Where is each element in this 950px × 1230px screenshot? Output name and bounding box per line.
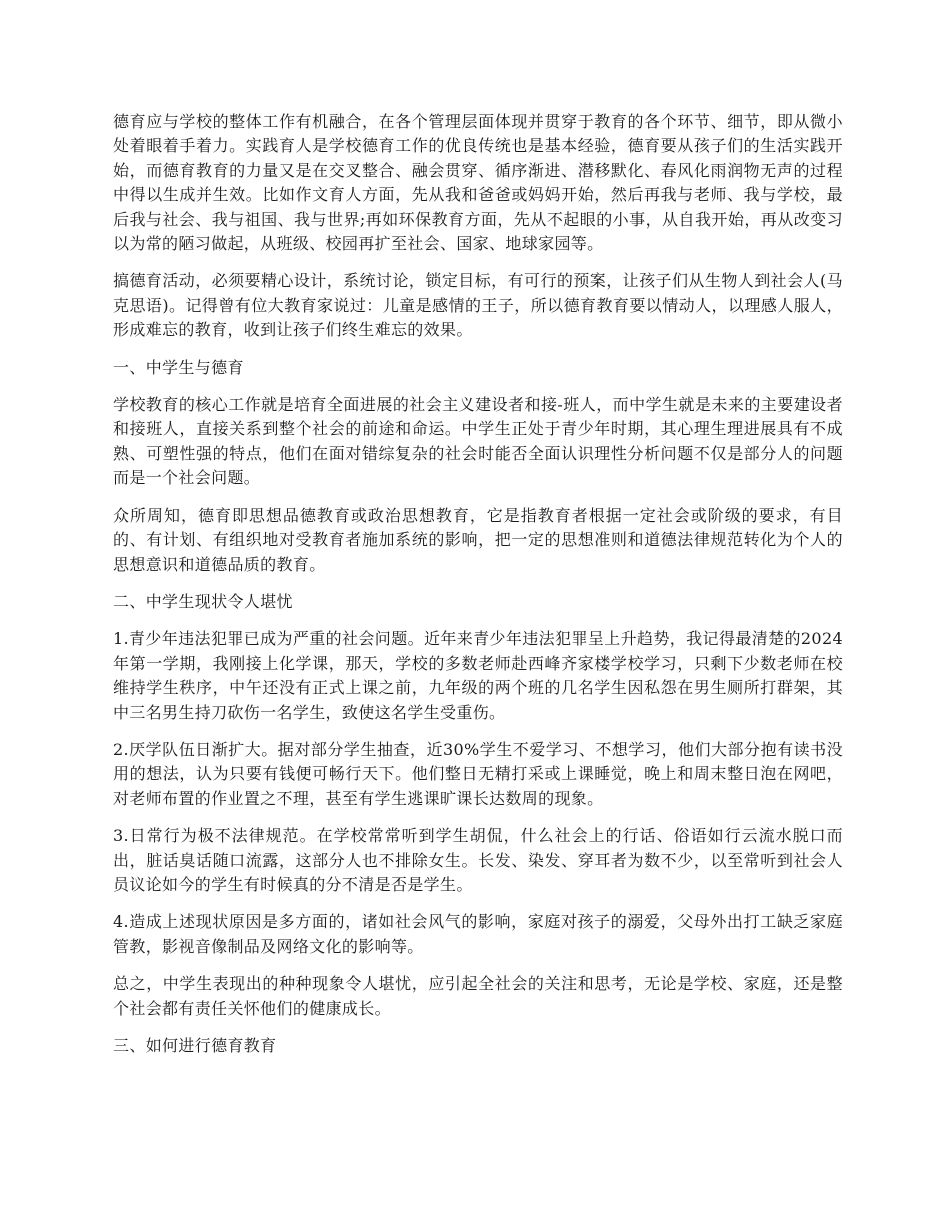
- list-item-2: 2.厌学队伍日渐扩大。据对部分学生抽查，近30%学生不爱学习、不想学习，他们大部分抱有读书没用的想法，认为只要有钱便可畅行天下。他们整日无精打采或上课睡觉，晚上和周末整日泡在网吧，对老师布置的作业置之不理，甚至有学生逃课旷课长达数周的现象。: [113, 739, 843, 808]
- paragraph-activities: 搞德育活动，必须要精心设计，系统讨论，锁定目标，有可行的预案，让孩子们从生物人到社会人(马克思语)。记得曾有位大教育家说过：儿童是感情的王子，所以德育教育要以情动人，以理感人服人，形成难忘的教育，收到让孩子们终生难忘的效果。: [113, 271, 843, 340]
- paragraph-definition: 众所周知，德育即思想品德教育或政治思想教育，它是指教育者根据一定社会或阶级的要求，有目的、有计划、有组织地对受教育者施加系统的影响，把一定的思想准则和道德法律规范转化为个人的思想意识和道德品质的教育。: [113, 505, 843, 574]
- paragraph-core-work: 学校教育的核心工作就是培育全面进展的社会主义建设者和接-班人，而中学生就是未来的主要建设者和接班人，直接关系到整个社会的前途和命运。中学生正处于青少年时期，其心理生理进展具有不成熟、可塑性强的特点，他们在面对错综复杂的社会时能否全面认识理性分析问题不仅是部分人的问题而是一个社会问题。: [113, 395, 843, 488]
- section-heading-2: 二、中学生现状令人堪忧: [113, 591, 293, 611]
- document-body: [113, 110, 843, 1071]
- section-heading-1: 一、中学生与德育: [113, 357, 244, 377]
- paragraph-summary: 总之，中学生表现出的种种现象令人堪忧，应引起全社会的关注和思考，无论是学校、家庭，还是整个社会都有责任关怀他们的健康成长。: [113, 974, 843, 1018]
- list-item-1: 1.青少年违法犯罪已成为严重的社会问题。近年来青少年违法犯罪呈上升趋势，我记得最清楚的2024年第一学期，我刚接上化学课，那天，学校的多数老师赴西峰齐家楼学校学习，只剩下少数老师在校维持学生秩序，中午还没有正式上课之前，九年级的两个班的几名学生因私怨在男生厕所打群架，其中三名男生持刀砍伤一名学生，致使这名学生受重伤。: [113, 629, 843, 722]
- section-heading-3: 三、如何进行德育教育: [113, 1036, 277, 1055]
- list-item-3: 3.日常行为极不法律规范。在学校常常听到学生胡侃，什么社会上的行话、俗语如行云流水脱口而出，脏话臭话随口流露，这部分人也不排除女生。长发、染发、穿耳者为数不少，以至常听到社会人员议论如今的学生有时候真的分不清是否是学生。: [113, 826, 843, 894]
- list-item-4: 4.造成上述现状原因是多方面的，诸如社会风气的影响，家庭对孩子的溺爱，父母外出打工缺乏家庭管教，影视音像制品及网络文化的影响等。: [113, 912, 843, 956]
- paragraph-integration: 德育应与学校的整体工作有机融合，在各个管理层面体现并贯穿于教育的各个环节、细节，即从微小处着眼着手着力。实践育人是学校德育工作的优良传统也是基本经验，德育要从孩子们的生活实践开始，而德育教育的力量又是在交叉整合、融会贯穿、循序渐进、潜移默化、春风化雨润物无声的过程中得以生成并生效。比如作文育人方面，先从我和爸爸或妈妈开始，然后再我与老师、我与学校，最后我与社会、我与祖国、我与世界;再如环保教育方面，先从不起眼的小事，从自我开始，再从改变习以为常的陋习做起，从班级、校园再扩至社会、国家、地球家园等。: [113, 112, 843, 254]
